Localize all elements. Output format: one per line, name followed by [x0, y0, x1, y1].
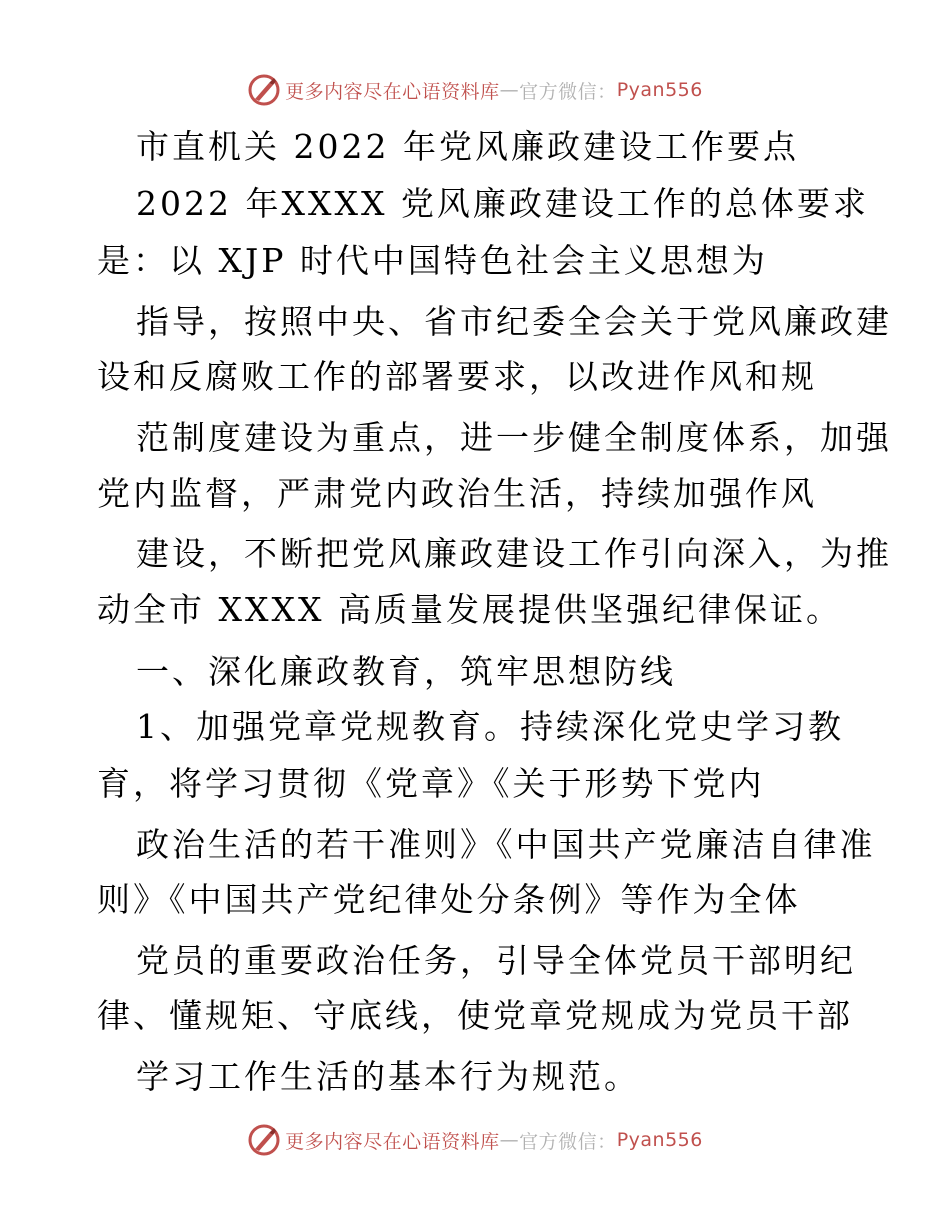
document-line: 政治生活的若干准则》《中国共产党廉洁自律准	[136, 825, 876, 864]
document-line: 动全市 XXXX 高质量发展提供坚强纪律保证。	[97, 590, 842, 629]
banner-main-text: 更多内容尽在心语资料库	[285, 80, 500, 103]
banner-wechat-id: Pyan556	[616, 1129, 703, 1151]
brush-logo-icon	[247, 1123, 281, 1157]
document-line: 则》《中国共产党纪律处分条例》等作为全体	[97, 880, 801, 919]
document-line: 党内监督，严肃党内政治生活，持续加强作风	[97, 474, 817, 513]
document-title: 市直机关 2022 年党风廉政建设工作要点	[136, 127, 799, 166]
document-line: 建设，不断把党风廉政建设工作引向深入，为推	[136, 534, 892, 573]
document-line: 2022 年XXXX 党风廉政建设工作的总体要求	[136, 184, 869, 223]
footer-banner[interactable]	[0, 1120, 950, 1160]
banner-dash: —	[499, 79, 520, 101]
banner-wechat-id: Pyan556	[616, 79, 703, 101]
banner-dash: —	[499, 1129, 520, 1151]
banner-wechat-label: 官方微信：	[519, 80, 617, 103]
document-line: 党员的重要政治任务，引导全体党员干部明纪	[136, 941, 856, 980]
brush-logo-icon	[247, 73, 281, 107]
document-line: 育，将学习贯彻《党章》《关于形势下党内	[97, 764, 765, 803]
document-line: 范制度建设为重点，进一步健全制度体系，加强	[136, 418, 892, 457]
document-line: 设和反腐败工作的部署要求，以改进作风和规	[97, 357, 817, 396]
document-line: 指导，按照中央、省市纪委全会关于党风廉政建	[136, 302, 892, 341]
document-line: 1、加强党章党规教育。持续深化党史学习教	[136, 707, 844, 746]
section-heading: 一、深化廉政教育，筑牢思想防线	[136, 652, 676, 691]
document-line: 是：以 XJP 时代中国特色社会主义思想为	[97, 241, 768, 280]
document-line: 学习工作生活的基本行为规范。	[136, 1057, 640, 1096]
document-line: 律、懂规矩、守底线，使党章党规成为党员干部	[97, 996, 853, 1035]
header-banner[interactable]	[0, 70, 950, 110]
banner-wechat-label: 官方微信：	[519, 1130, 617, 1153]
banner-main-text: 更多内容尽在心语资料库	[285, 1130, 500, 1153]
